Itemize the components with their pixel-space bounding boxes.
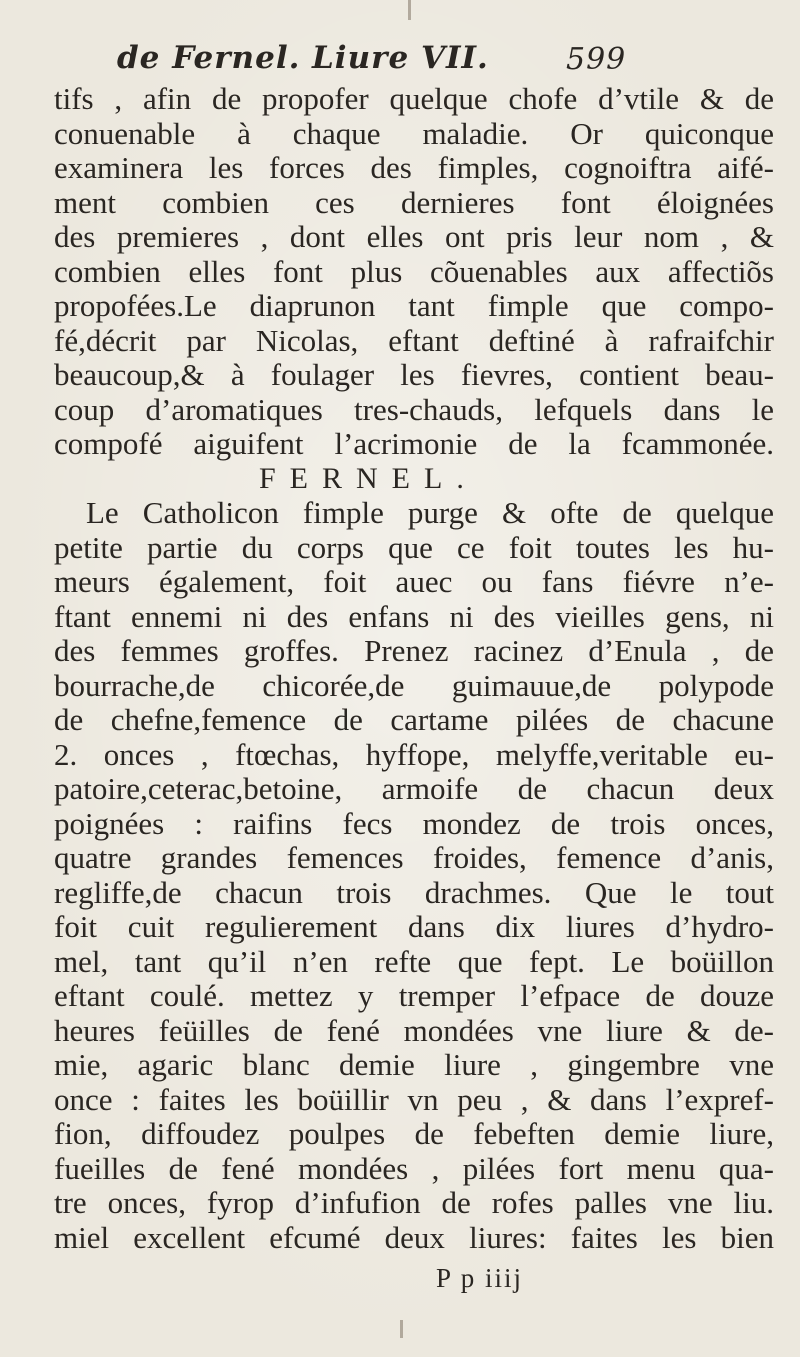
text-line: mel, tant qu’il n’en refte que fept. Le boüillon [54, 943, 774, 979]
text-line: tre onces, fyrop d’infufion de rofes palles vne liu. [54, 1185, 774, 1220]
text-line: combien elles font plus cõuenables aux affectiõs [54, 253, 774, 289]
text-line: examinera les forces des fimples, cognoiftra aifé- [54, 150, 774, 185]
text-line: mie, agaric blanc demie liure , gingembre vne [54, 1047, 774, 1082]
text-line: ment combien ces dernieres font éloignées [54, 184, 774, 220]
text-line: regliffe,de chacun trois drachmes. Que le tout [54, 874, 774, 910]
text-line: quatre grandes femences froides, femence d’anis, [54, 840, 774, 875]
text-line: once : faites les boüillir vn peu , & dans l’expref- [54, 1081, 774, 1117]
margin-mark [408, 0, 411, 20]
text-line: conuenable à chaque maladie. Or quiconque [54, 115, 774, 151]
text-line: compofé aiguifent l’acrimonie de la fcammonée. [54, 426, 774, 461]
text-line: fueilles de fené mondées , pilées fort menu qua- [54, 1150, 774, 1186]
text-line: des femmes groffes. Prenez racinez d’Enula , de [54, 633, 774, 668]
text-line: de chefne,femence de cartame pilées de chacune [54, 702, 774, 737]
text-line: miel excellent efcumé deux liures: faites les bien [54, 1219, 774, 1255]
text-line: poignées : raifins fecs mondez de trois onces, [54, 805, 774, 841]
text-line: bourrache,de chicorée,de guimauue,de polypode [54, 667, 774, 703]
text-line: 2. onces , ftœchas, hyffope, melyffe,veritable eu- [54, 736, 774, 772]
body-text [54, 82, 774, 1255]
text-line: propofées.Le diaprunon tant fimple que compo- [54, 288, 774, 323]
text-line: tifs , afin de propofer quelque chofe d’vtile & de [54, 81, 774, 116]
text-line: Le Catholicon fimple purge & ofte de quelque [86, 495, 774, 530]
page-number: 599 [566, 42, 627, 77]
text-line: heures feüilles de fené mondées vne liure & de- [54, 1012, 774, 1048]
text-line: fion, diffoudez poulpes de febeften demie liure, [54, 1116, 774, 1151]
text-line: coup d’aromatiques tres-chauds, lefquels dans le [54, 391, 774, 427]
running-head-author: de Fernel. [117, 40, 301, 76]
text-line: petite partie du corps que ce foit toutes les hu- [54, 529, 774, 565]
text-line: patoire,ceterac,betoine, armoife de chacun deux [54, 771, 774, 806]
margin-mark [400, 1320, 403, 1338]
text-line: foit cuit regulierement dans dix liures d’hydro- [54, 909, 774, 944]
text-line: eftant coulé. mettez y tremper l’efpace de douze [54, 978, 774, 1013]
section-heading: FERNEL. [259, 461, 478, 495]
text-line: meurs également, foit auec ou fans fiévre n’e- [54, 564, 774, 599]
text-line: ftant ennemi ni des enfans ni des vieilles gens, ni [54, 598, 774, 634]
text-line: fé,décrit par Nicolas, eftant deftiné à rafraifchir [54, 322, 774, 358]
signature-mark: P p iiij [436, 1263, 524, 1293]
running-head-book: Liure VII. [312, 40, 489, 76]
text-line: beaucoup,& à foulager les fievres, contient beau- [54, 357, 774, 392]
text-line: des premieres , dont elles ont pris leur nom , & [54, 219, 774, 254]
